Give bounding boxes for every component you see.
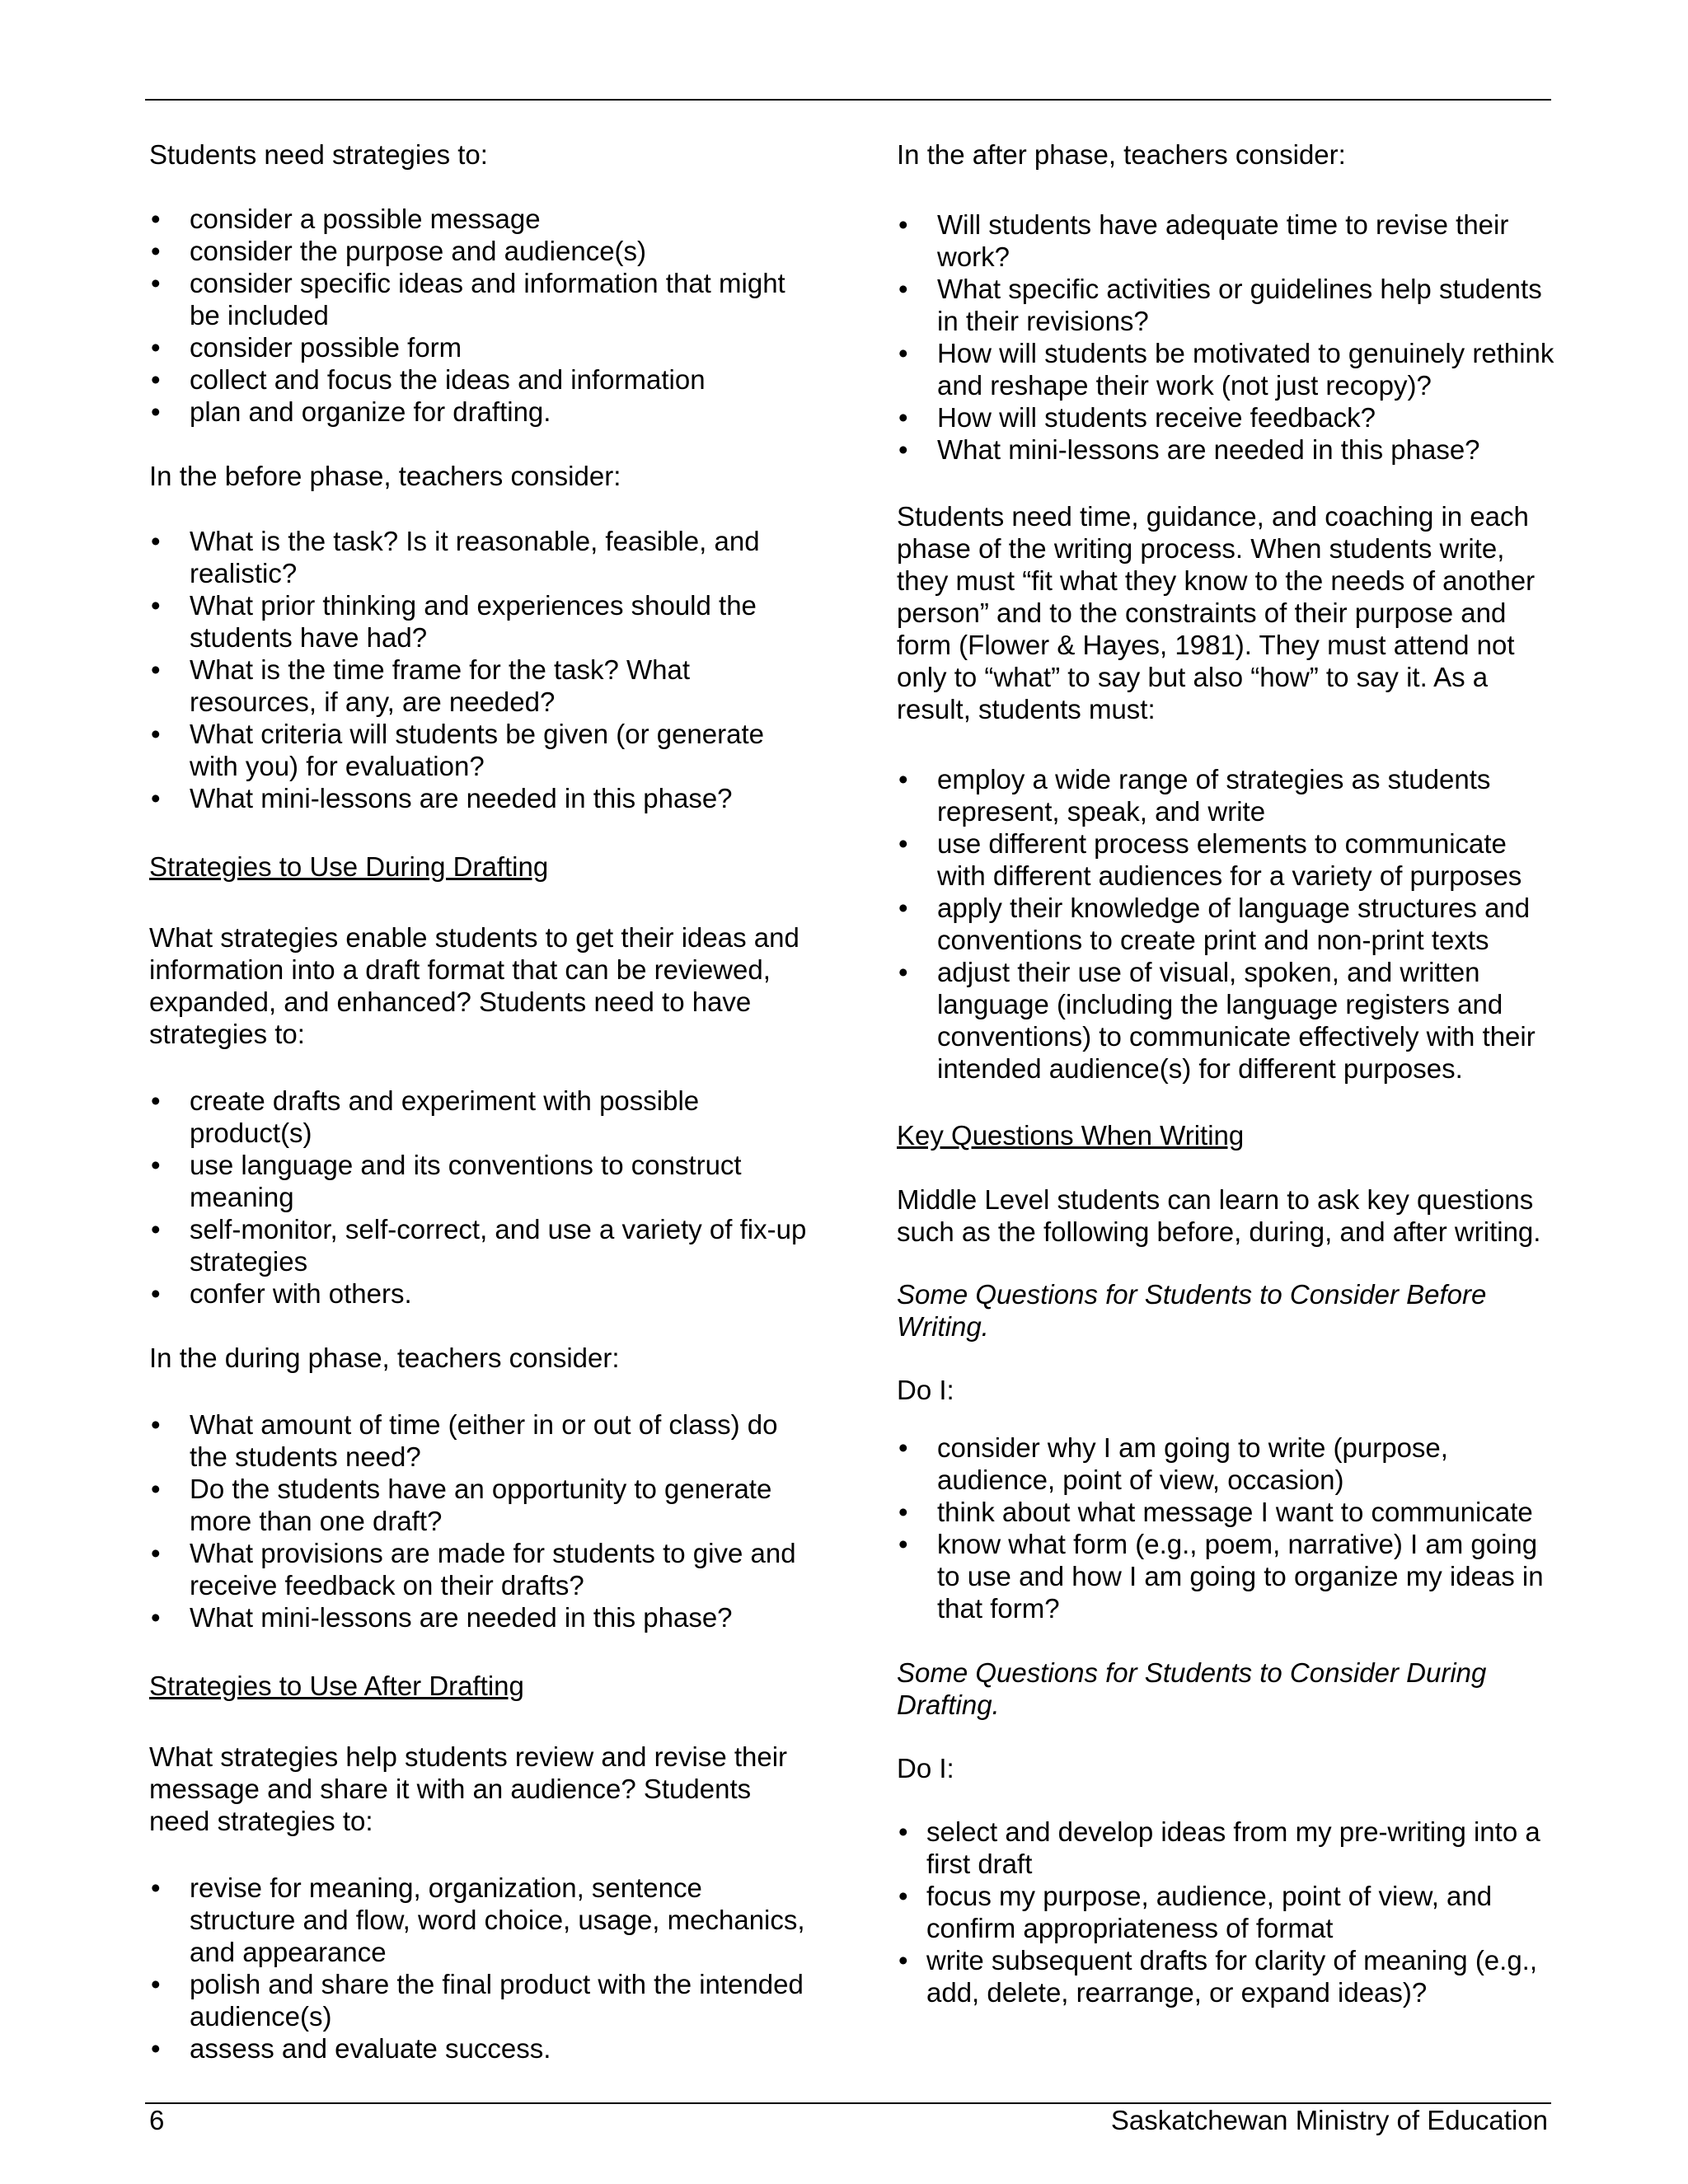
list-item: • assess and evaluate success.	[149, 2032, 809, 2064]
list-item: • Do the students have an opportunity to generate more than one draft?	[149, 1473, 809, 1537]
do-i-label: Do I:	[897, 1375, 954, 1405]
students-must-list	[897, 763, 1556, 1085]
section-heading-key-questions: Key Questions When Writing	[897, 1120, 1245, 1151]
during-phase-intro: In the during phase, teachers consider:	[149, 1343, 620, 1373]
after-drafting-paragraph: What strategies help students review and revise their message and share it with an audience? Students need strategies to:	[149, 1741, 788, 1836]
subheading-before-writing: Some Questions for Students to Consider Before Writing.	[897, 1279, 1487, 1342]
list-item: • know what form (e.g., poem, narrative) I am going to use and how I am going to organize my ideas in that form?	[897, 1528, 1556, 1624]
list-item: • What amount of time (either in or out of class) do the students need?	[149, 1408, 809, 1473]
header-rule	[145, 99, 1551, 101]
before-phase-questions	[149, 525, 809, 814]
list-item: • plan and organize for drafting.	[149, 396, 809, 428]
list-item: • What mini-lessons are needed in this phase?	[149, 782, 809, 814]
left-column	[149, 138, 809, 2097]
list-item: • consider the purpose and audience(s)	[149, 235, 809, 267]
list-item: • What specific activities or guidelines help students in their revisions?	[897, 273, 1556, 337]
after-drafting-strategies-list	[149, 1872, 809, 2064]
after-phase-questions	[897, 209, 1556, 466]
during-drafting-strategies-list	[149, 1085, 809, 1310]
list-item: • What provisions are made for students to give and receive feedback on their drafts?	[149, 1537, 809, 1601]
list-item: • What criteria will students be given (or generate with you) for evaluation?	[149, 718, 809, 782]
writing-process-paragraph: Students need time, guidance, and coaching in each phase of the writing process. When students write, they must “fit what they know to the needs of another person” and to the constraints of their purpose and form (Flower & Hayes, 1981). They must attend not only to “what” to say but also “how” to say it. As a result, students must:	[897, 501, 1536, 724]
list-item: • What mini-lessons are needed in this phase?	[897, 434, 1556, 466]
list-item: • employ a wide range of strategies as students represent, speak, and write	[897, 763, 1556, 827]
list-item: • adjust their use of visual, spoken, and written language (including the language registers and conventions) to communicate effectively with their intended audience(s) for different purposes.	[897, 956, 1556, 1085]
do-i-label: Do I:	[897, 1753, 954, 1783]
list-item: • consider possible form	[149, 331, 809, 363]
right-column	[897, 138, 1556, 2041]
list-item: • collect and focus the ideas and information	[149, 363, 809, 396]
list-item: • write subsequent drafts for clarity of meaning (e.g., add, delete, rearrange, or expand ideas)?	[897, 1944, 1556, 2008]
publisher-name: Saskatchewan Ministry of Education	[1110, 2105, 1548, 2135]
list-item: • confer with others.	[149, 1277, 809, 1310]
during-drafting-questions	[897, 1816, 1556, 2008]
list-item: • What is the task? Is it reasonable, feasible, and realistic?	[149, 525, 809, 589]
key-questions-paragraph: Middle Level students can learn to ask key questions such as the following before, during, and after writing.	[897, 1184, 1541, 1247]
list-item: • polish and share the final product with the intended audience(s)	[149, 1968, 809, 2032]
after-phase-intro: In the after phase, teachers consider:	[897, 139, 1346, 170]
list-item: • What is the time frame for the task? What resources, if any, are needed?	[149, 654, 809, 718]
list-item: • create drafts and experiment with possible product(s)	[149, 1085, 809, 1149]
list-item: • How will students be motivated to genuinely rethink and reshape their work (not just recopy)?	[897, 337, 1556, 401]
list-item: • apply their knowledge of language structures and conventions to create print and non-print texts	[897, 892, 1556, 956]
list-item: • self-monitor, self-correct, and use a variety of fix-up strategies	[149, 1213, 809, 1277]
list-item: • select and develop ideas from my pre-writing into a first draft	[897, 1816, 1556, 1880]
list-item: • consider why I am going to write (purpose, audience, point of view, occasion)	[897, 1432, 1556, 1496]
before-writing-questions	[897, 1432, 1556, 1624]
list-item: • Will students have adequate time to revise their work?	[897, 209, 1556, 273]
page-number: 6	[149, 2105, 165, 2135]
subheading-during-drafting: Some Questions for Students to Consider During Drafting.	[897, 1657, 1487, 1720]
list-item: • consider a possible message	[149, 203, 809, 235]
list-item: • focus my purpose, audience, point of view, and confirm appropriateness of format	[897, 1880, 1556, 1944]
list-item: • How will students receive feedback?	[897, 401, 1556, 434]
during-phase-questions	[149, 1408, 809, 1633]
list-item: • What mini-lessons are needed in this phase?	[149, 1601, 809, 1633]
section-heading-after-drafting: Strategies to Use After Drafting	[149, 1671, 524, 1701]
during-drafting-paragraph: What strategies enable students to get their ideas and information into a draft format that can be reviewed, expanded, and enhanced? Students need to have strategies to:	[149, 922, 799, 1049]
list-item: • consider specific ideas and information that might be included	[149, 267, 809, 331]
pre-writing-strategies-list	[149, 203, 809, 428]
section-heading-during-drafting: Strategies to Use During Drafting	[149, 851, 549, 882]
list-item: • What prior thinking and experiences should the students have had?	[149, 589, 809, 654]
list-item: • revise for meaning, organization, sentence structure and flow, word choice, usage, mechanics, and appearance	[149, 1872, 809, 1968]
list-item: • use language and its conventions to construct meaning	[149, 1149, 809, 1213]
strategies-intro: Students need strategies to:	[149, 139, 488, 170]
before-phase-intro: In the before phase, teachers consider:	[149, 461, 621, 491]
list-item: • think about what message I want to communicate	[897, 1496, 1556, 1528]
list-item: • use different process elements to communicate with different audiences for a variety of purposes	[897, 827, 1556, 892]
